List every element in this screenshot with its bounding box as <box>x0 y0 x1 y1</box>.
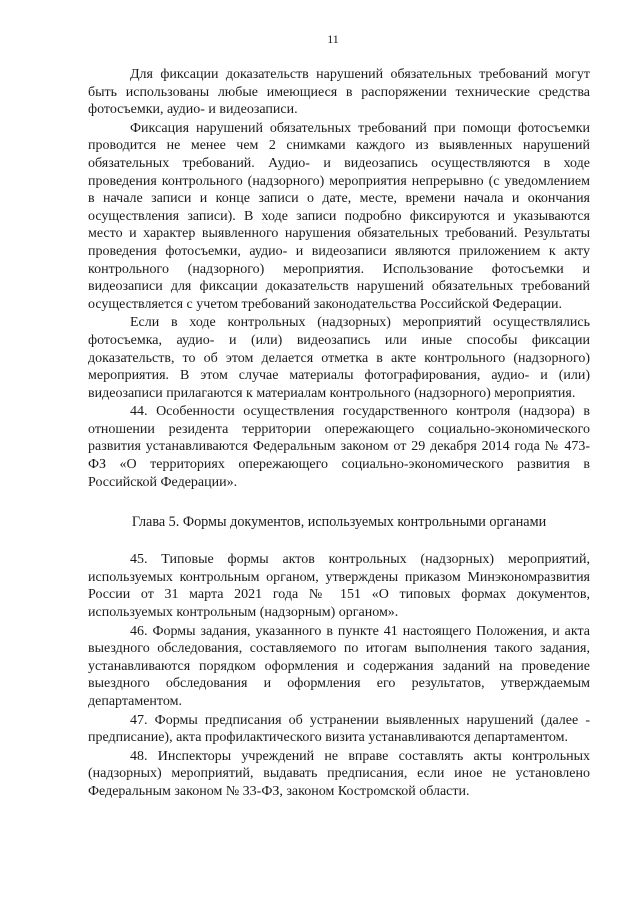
paragraph-recording-note: Если в ходе контрольных (надзорных) мероприятий осуществлялись фотосъемка, аудио- и (или) видеозапись или иные способы фиксации доказательств, то об этом делается отметка в акте контрольного (надзорного) мероприятия. В этом случае материалы фотографирования, аудио- и (или) видеозаписи прилагаются к материалам контрольного (надзорного) мероприятия. <box>88 315 590 401</box>
paragraph-47: 47. Формы предписания об устранении выявленных нарушений (далее - предписание), акта профилактического визита устанавливаются департаментом. <box>88 712 590 746</box>
paragraph-evidence-means: Для фиксации доказательств нарушений обязательных требований могут быть использованы любые имеющиеся в распоряжении технические средства фотосъемки, аудио- и видеозаписи. <box>88 67 590 118</box>
paragraph-45: 45. Типовые формы актов контрольных (надзорных) мероприятий, используемых контрольным органом, утверждены приказом Минэкономразвития России от 31 марта 2021 года № 151 «О типовых формах документов, используемых контрольным (надзорным) органом». <box>88 552 590 621</box>
document-body <box>88 66 590 801</box>
paragraph-48: 48. Инспекторы учреждений не вправе составлять акты контрольных (надзорных) мероприятий, выдавать предписания, если иное не установлено Федеральным законом № 33-ФЗ, законом Костромской области. <box>88 748 590 799</box>
page-number: 11 <box>327 32 339 46</box>
paragraph-44: 44. Особенности осуществления государственного контроля (надзора) в отношении резидента территории опережающего социально-экономического развития устанавливаются Федеральным законом от 29 декабря 2014 года № 473-ФЗ «О территориях опережающего социально-экономического развития в Российской Федерации». <box>88 404 590 490</box>
paragraph-46: 46. Формы задания, указанного в пункте 41 настоящего Положения, и акта выездного обследования, составляемого по итогам выполнения такого задания, устанавливаются порядком оформления и содержания заданий на проведение выездного обследования и оформления его результатов, утверждаемым департаментом. <box>88 623 590 709</box>
paragraph-photo-recording: Фиксация нарушений обязательных требований при помощи фотосъемки проводится не менее чем 2 снимками каждого из выявленных нарушений обязательных требований. Аудио- и видеозапись осуществляются в ходе проведения контрольного (надзорного) мероприятия непрерывно (с уведомлением в начале записи и конце записи о дате, месте, времени начала и окончания осуществления записи). В ходе записи подробно фиксируются и указываются место и характер выявленного нарушения обязательных требований. Результаты проведения фотосъемки, аудио- и видеозаписи являются приложением к акту контрольного (надзорного) мероприятия. Использование фотосъемки и видеозаписи для фиксации доказательств нарушений обязательных требований осуществляется с учетом требований законодательства Российской Федерации. <box>88 120 590 312</box>
chapter-heading: Глава 5. Формы документов, используемых контрольными органами <box>131 514 547 531</box>
